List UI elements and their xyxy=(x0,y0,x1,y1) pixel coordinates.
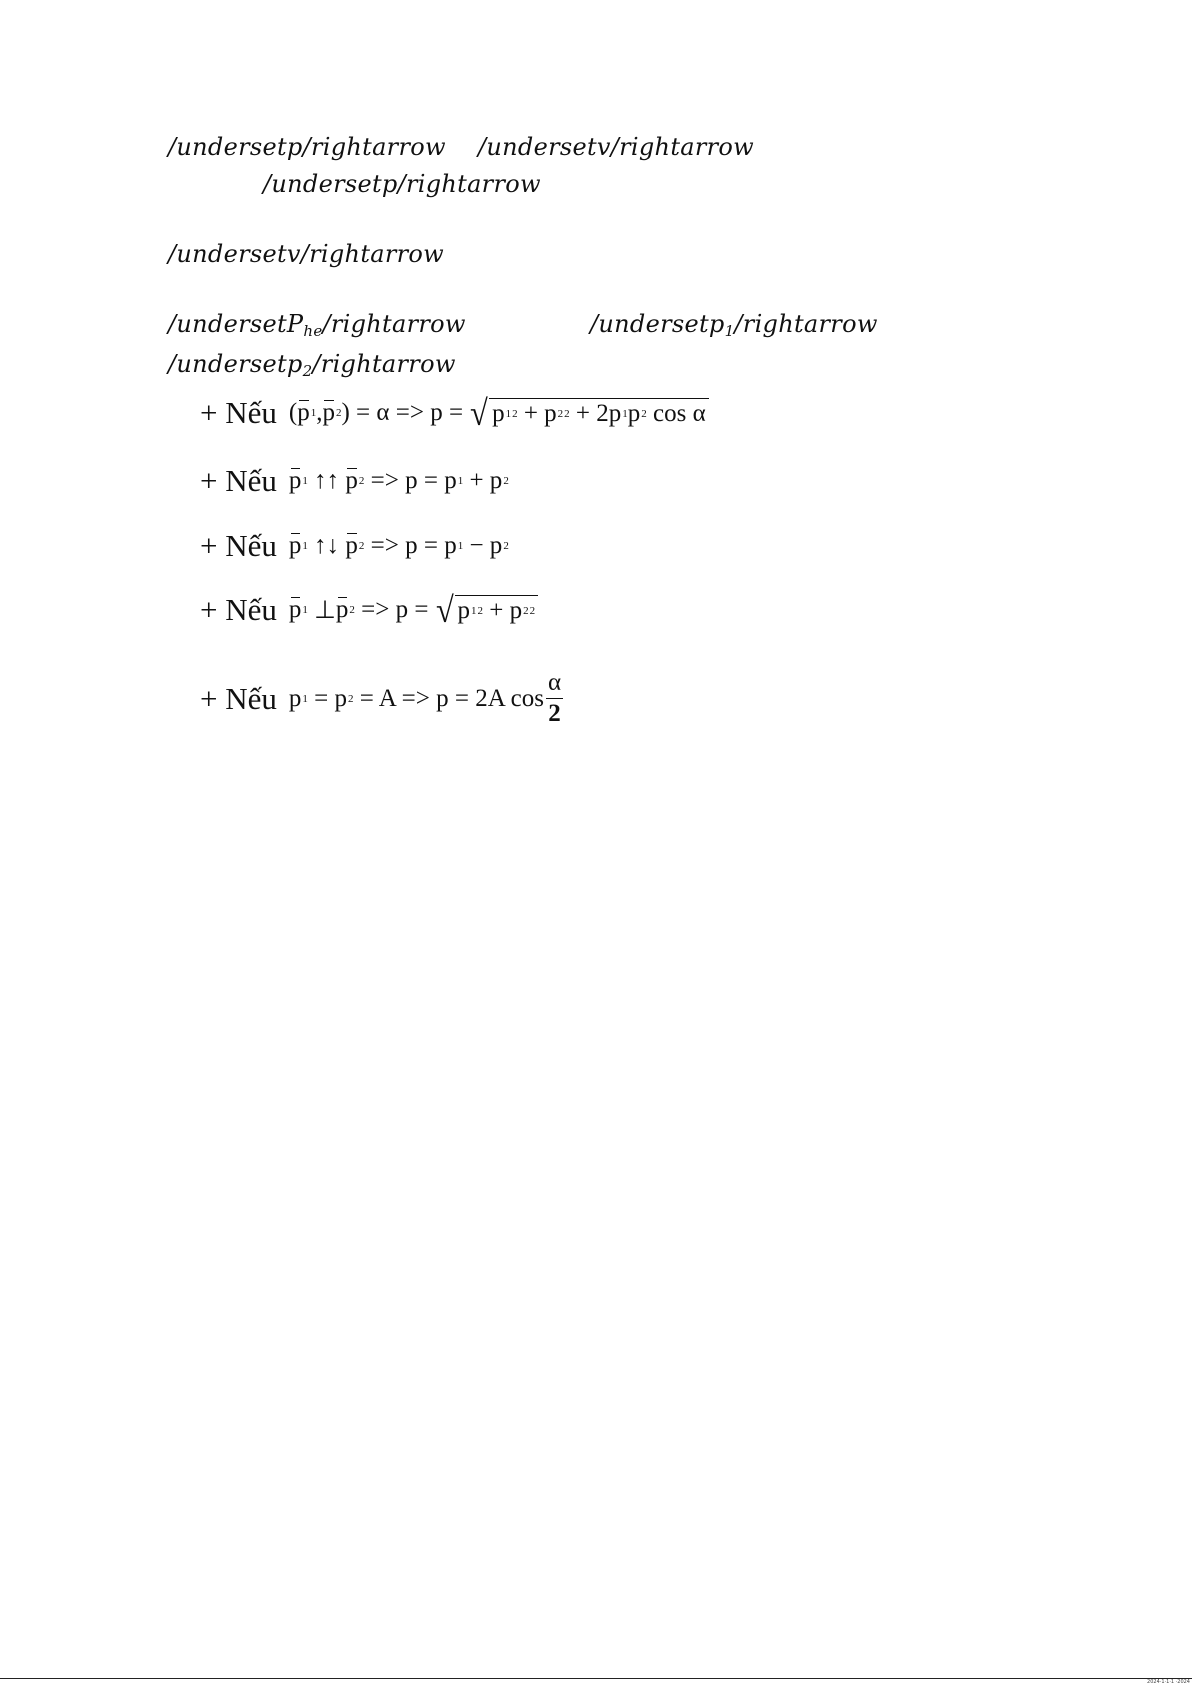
latex-line: /undersetp$_2$/rightarrow xyxy=(168,350,456,380)
latex-line: /undersetp/rightarrow xyxy=(168,133,446,161)
rule-lead: + Nếu xyxy=(200,463,277,498)
footer-text: 2024·1·1·1 ·2024 xyxy=(1147,1679,1190,1685)
formula-rule-3: + Nếu p 1 ↑↓ p 2 => p = p 1 − p 2 xyxy=(200,528,509,563)
latex-line: /undersetv/rightarrow xyxy=(478,133,755,161)
square-root: √ p 1 2 + p 2 2 + 2p 1 p 2 cos α xyxy=(469,398,708,428)
latex-line: /undersetv/rightarrow xyxy=(168,240,445,268)
subscript: 2 xyxy=(302,362,313,380)
formula-rule-1: + Nếu ( p 1 , p 2 ) = α => p = √ p 1 2 + p 2 2 + 2p 1 p 2 cos α xyxy=(200,395,709,431)
subscript: 1 xyxy=(724,322,735,340)
square-root: √ p 1 2 + p 2 2 xyxy=(435,595,538,625)
rule-lead: + Nếu xyxy=(200,395,277,430)
rule-lead: + Nếu xyxy=(200,592,277,627)
latex-line: /undersetP$_{he}$/rightarrow xyxy=(168,310,466,340)
latex-line: /undersetp$_1$/rightarrow xyxy=(590,310,878,340)
formula-rule-5: + Nếu p 1 = p 2 = A => p = 2A cos $\frac{\alpha}{2}$ xyxy=(200,669,562,727)
subscript: he xyxy=(303,322,323,340)
footer-rule xyxy=(0,1678,1192,1679)
rule-lead: + Nếu xyxy=(200,528,277,563)
formula-rule-4: + Nếu p 1 ⊥ p 2 => p = √ p 1 2 + p 2 2 xyxy=(200,592,538,628)
fraction: $\frac{\alpha}{2}$ xyxy=(547,669,562,727)
latex-line: /undersetp/rightarrow xyxy=(263,170,541,198)
formula-rule-2: + Nếu p 1 ↑↑ p 2 => p = p 1 + p 2 xyxy=(200,463,509,498)
rule-lead: + Nếu xyxy=(200,680,277,716)
